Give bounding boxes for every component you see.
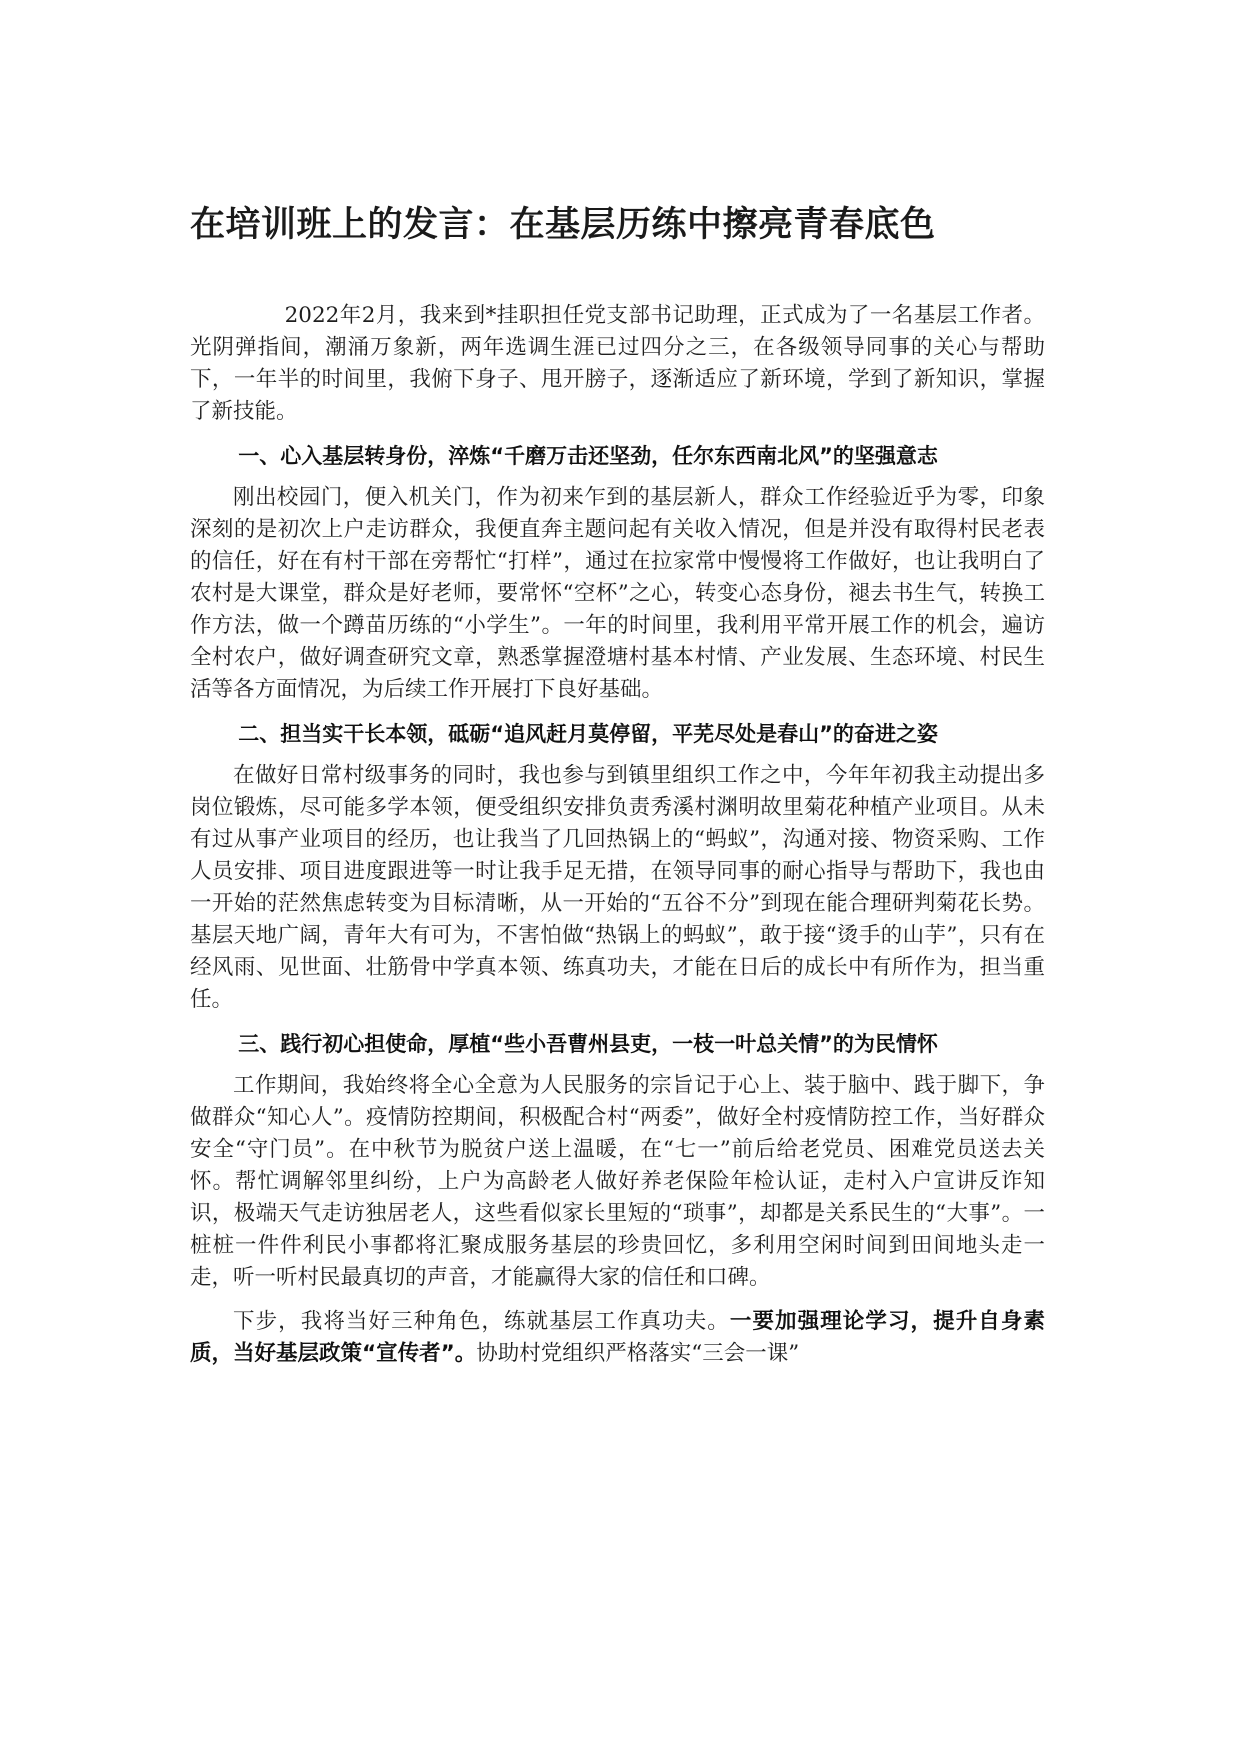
closing-paragraph [190, 1306, 1045, 1370]
section-heading-3: 三、践行初心担使命，厚植“些小吾曹州县吏，一枝一叶总关情”的为民情怀 [238, 1032, 938, 1056]
document-page [190, 200, 1045, 1370]
document-title: 在培训班上的发言：在基层历练中擦亮青春底色 [190, 205, 936, 245]
section-heading-1: 一、心入基层转身份，淬炼“千磨万击还坚劲，任尔东西南北风”的坚强意志 [238, 444, 938, 468]
closing-bold-text: 一要加强理论学习，提升自身素质，当好基层政策“宣传者”。 [190, 1309, 1045, 1366]
closing-lead-text: 下步，我将当好三种角色，练就基层工作真功夫。 [233, 1309, 730, 1334]
intro-paragraph: 2022年2月，我来到*挂职担任党支部书记助理，正式成为了一名基层工作者。光阴弹指间，潮涌万象新，两年选调生涯已过四分之三，在各级领导同事的关心与帮助下，一年半的时间里，我俯下身子、甩开膀子，逐渐适应了新环境，学到了新知识，掌握了新技能。 [190, 303, 1045, 424]
section-paragraph-2: 在做好日常村级事务的同时，我也参与到镇里组织工作之中，今年年初我主动提出多岗位锻炼，尽可能多学本领，便受组织安排负责秀溪村渊明故里菊花种植产业项目。从未有过从事产业项目的经历，也让我当了几回热锅上的“蚂蚁”，沟通对接、物资采购、工作人员安排、项目进度跟进等一时让我手足无措，在领导同事的耐心指导与帮助下，我也由一开始的茫然焦虑转变为目标清晰，从一开始的“五谷不分”到现在能合理研判菊花长势。基层天地广阔，青年大有可为，不害怕做“热锅上的蚂蚁”，敢于接“烫手的山芋”，只有在经风雨、见世面、壮筋骨中学真本领、练真功夫，才能在日后的成长中有所作为，担当重任。 [190, 763, 1045, 1012]
section-paragraph-3: 工作期间，我始终将全心全意为人民服务的宗旨记于心上、装于脑中、践于脚下，争做群众“知心人”。疫情防控期间，积极配合村“两委”，做好全村疫情防控工作，当好群众安全“守门员”。在中秋节为脱贫户送上温暖，在“七一”前后给老党员、困难党员送去关怀。帮忙调解邻里纠纷，上户为高龄老人做好养老保险年检认证，走村入户宣讲反诈知识，极端天气走访独居老人，这些看似家长里短的“琐事”，却都是关系民生的“大事”。一桩桩一件件利民小事都将汇聚成服务基层的珍贵回忆，多利用空闲时间到田间地头走一走，听一听村民最真切的声音，才能赢得大家的信任和口碑。 [190, 1073, 1045, 1290]
section-heading-2: 二、担当实干长本领，砥砺“追风赶月莫停留，平芜尽处是春山”的奋进之姿 [238, 722, 938, 746]
document-body [190, 300, 1045, 1370]
closing-tail-text: 协助村党组织严格落实“三会一课” [476, 1341, 800, 1366]
section-paragraph-1: 刚出校园门，便入机关门，作为初来乍到的基层新人，群众工作经验近乎为零，印象深刻的是初次上户走访群众，我便直奔主题问起有关收入情况，但是并没有取得村民老表的信任，好在有村干部在旁帮忙“打样”，通过在拉家常中慢慢将工作做好，也让我明白了农村是大课堂，群众是好老师，要常怀“空杯”之心，转变心态身份，褪去书生气，转换工作方法，做一个蹲苗历练的“小学生”。一年的时间里，我利用平常开展工作的机会，遍访全村农户，做好调查研究文章，熟悉掌握澄塘村基本村情、产业发展、生态环境、村民生活等各方面情况，为后续工作开展打下良好基础。 [190, 485, 1045, 702]
